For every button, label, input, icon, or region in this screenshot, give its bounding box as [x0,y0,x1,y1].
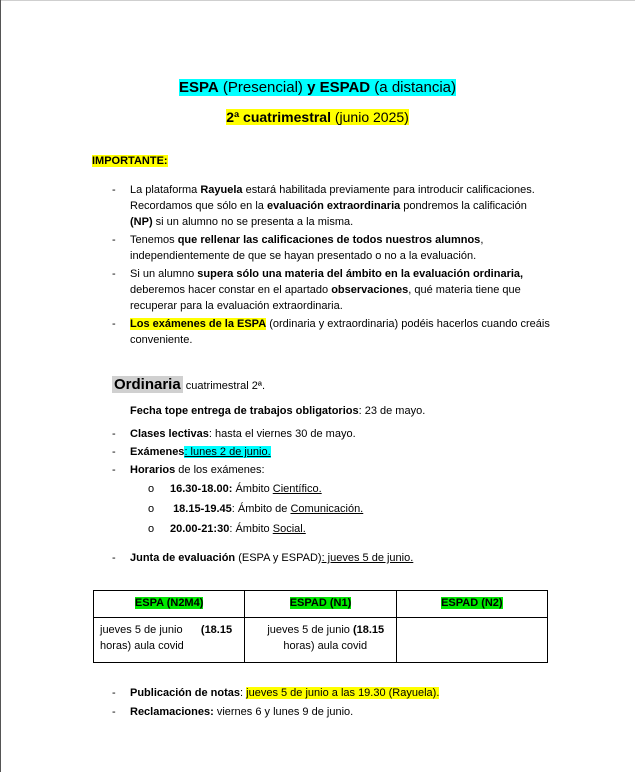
clases-value: : hasta el viernes 30 de mayo. [208,428,356,440]
document-title [0,78,635,98]
text-run: estará habilitada previamente para introducir calificaciones. Recordamos que sólo en la [130,184,535,212]
clases-label: Clases lectivas [130,428,209,440]
table-cell [396,618,547,663]
bold-run: (NP) [130,216,153,228]
text-run: Si un alumno [130,268,198,280]
bold-run: Los exámenes de la ESPA [130,318,267,330]
text-run: si un alumno no se presenta a la misma. [152,216,354,228]
horarios-label: Horarios [130,464,176,476]
schedule-subject: Social. [272,523,306,535]
ordinaria-suffix: cuatrimestral 2ª. [182,380,266,392]
text-run: pondremos la calificación [400,200,527,212]
text-run: Tenemos [130,234,178,246]
ordinaria-list [112,426,552,541]
bold-run: supera sólo una materia del ámbito en la evaluación ordinaria, [197,268,524,280]
title-presencial: (Presencial) [218,79,308,96]
bold-run: que rellenar las calificaciones de todos nuestros alumnos [177,234,481,246]
title-highlight [179,79,456,96]
schedule-subject: Comunicación. [290,503,364,515]
title-distancia: (a distancia) [370,79,457,96]
cell-bold: (18.15 [352,624,385,636]
schedule-text: : Ámbito [229,523,273,535]
table-cell [245,618,396,663]
schedule-time: 16.30-18.00: [170,483,233,495]
subtitle-highlight [226,109,409,125]
horarios [112,462,552,537]
schedule-item-social [130,521,552,537]
publicacion-date: jueves 5 de junio a las 19.30 (Rayuela). [246,687,440,699]
cell-text: horas) aula covid [100,640,184,652]
table-header-cell [94,591,245,618]
title-espa: ESPA [178,79,219,96]
reclamaciones [112,704,552,720]
clases-lectivas [112,426,552,442]
header-espa-n2m4: ESPA (N2M4) [134,597,204,609]
text-run: La plataforma [130,184,201,196]
title-espad: y ESPAD [307,79,371,96]
schedule-time: 18.15-19.45 [173,503,232,515]
publicacion-label: Publicación de notas [130,687,241,699]
examenes-label: Exámenes [130,446,185,458]
important-label [92,153,168,169]
cell-text: jueves 5 de junio [100,624,201,636]
schedule-list [130,481,552,537]
important-item-observaciones [112,266,552,314]
junta-evaluacion [112,550,413,566]
subtitle-date: (junio 2025) [330,109,409,125]
table-row [94,618,548,663]
schedule-item-cientifico [130,481,552,497]
schedule-item-comunicacion [130,501,552,517]
table-cell [94,618,245,663]
horarios-text: de los exámenes: [175,464,265,476]
publicacion-sep: : [240,687,247,699]
document-subtitle [0,107,635,127]
ordinaria-heading [112,377,265,394]
bold-run: observaciones [331,284,409,296]
junta-date: : jueves 5 de junio. [321,552,414,564]
examenes-value: : lunes 2 de junio. [184,446,271,458]
cell-bold: (18.15 [200,624,233,636]
schedule-text: Ámbito [232,483,273,495]
important-item-calificaciones [112,232,552,264]
page-top-border [0,0,635,1]
fecha-value: : 23 de mayo. [358,405,426,417]
bold-run: evaluación extraordinaria [266,200,401,212]
examenes [112,444,552,460]
fecha-label: Fecha tope entrega de trabajos obligatorios [130,405,359,417]
schedule-subject: Científico. [272,483,322,495]
reclamaciones-value: viernes 6 y lunes 9 de junio. [213,706,354,718]
subtitle-cuatrimestral: 2ª cuatrimestral [226,109,331,125]
important-item-examenes [112,316,552,348]
ordinaria-word: Ordinaria [114,376,181,393]
publicacion-notas [112,685,552,701]
schedule-time: 20.00-21:30 [170,523,230,535]
junta-text: (ESPA y ESPAD) [235,552,322,564]
table-header-cell [245,591,396,618]
fecha-tope [130,403,425,419]
important-list [112,182,552,350]
schedule-text: : Ámbito de [231,503,291,515]
junta-table [93,590,548,663]
text-run: , qué materia tiene que recuperar para la evaluación extraordinaria. [130,284,521,312]
important-item-rayuela [112,182,552,230]
cell-text: jueves 5 de junio [267,624,353,636]
table-header-cell [396,591,547,618]
header-espad-n1: ESPAD (N1) [289,597,352,609]
bold-run: Rayuela [200,184,243,196]
table-header-row [94,591,548,618]
notas-list [112,685,552,723]
header-espad-n2: ESPAD (N2) [441,597,503,609]
reclamaciones-label: Reclamaciones: [130,706,214,718]
junta-label: Junta de evaluación [130,552,236,564]
text-run: (ordinaria y extraordinaria) podéis hacerlos cuando creáis conveniente. [130,318,550,346]
important-label-text: IMPORTANTE: [92,155,168,167]
cell-text: horas) aula covid [283,640,368,652]
text-run: , independientemente de que se hayan presentado o no a la evaluación. [130,234,484,262]
text-run: deberemos hacer constar en el apartado [130,284,332,296]
